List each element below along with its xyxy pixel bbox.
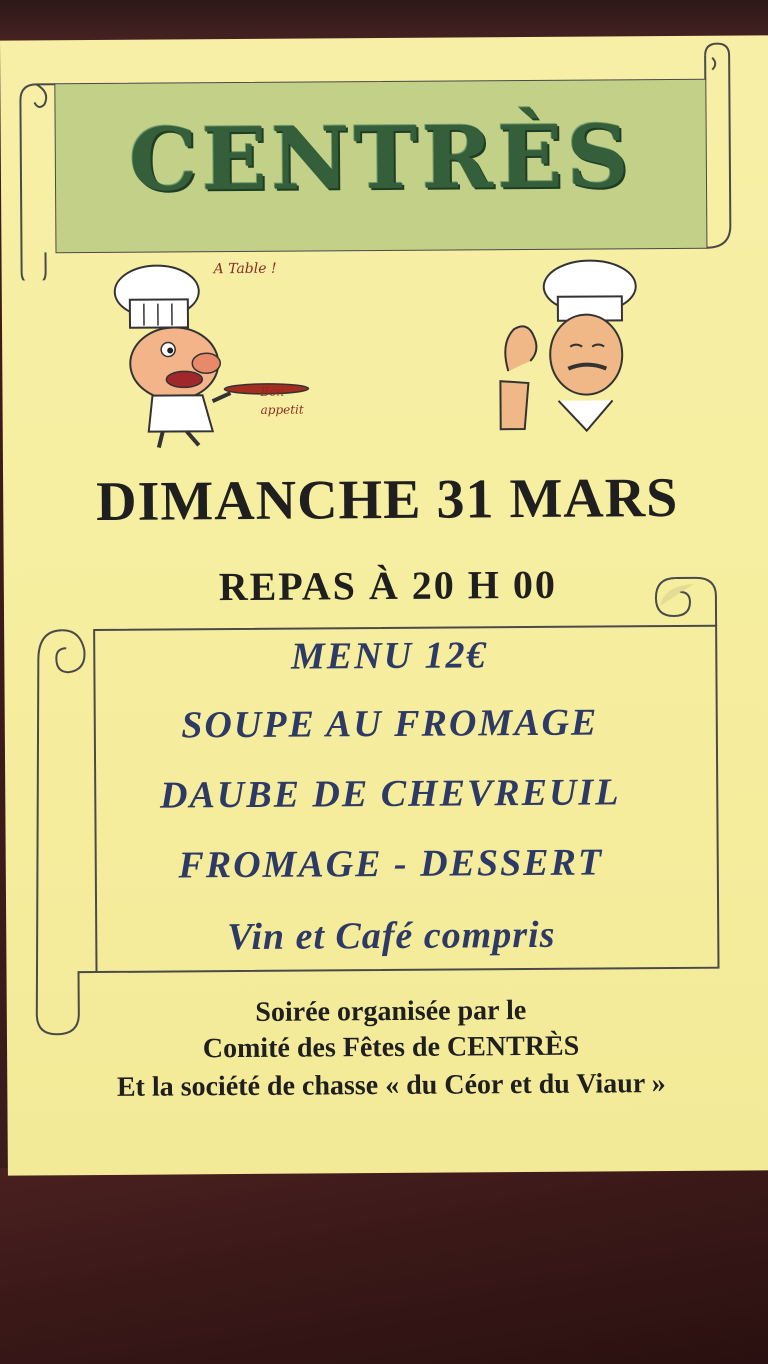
chef-ok-gesture-icon [487, 250, 668, 451]
meal-time: REPAS À 20 H 00 [218, 561, 558, 610]
organizer-line-3: Et la société de chasse « du Céor et du Viaur » [116, 1068, 666, 1103]
organizer-line-2: Comité des Fêtes de CENTRÈS [202, 1030, 580, 1065]
menu-price: MENU 12€ [290, 634, 488, 678]
poster-title: CENTRÈS [128, 106, 634, 211]
menu-item: FROMAGE - DESSERT [178, 841, 604, 887]
menu-item: DAUBE DE CHEVREUIL [159, 771, 621, 817]
table-surface-bottom [0, 1168, 768, 1364]
event-date: DIMANCHE 31 MARS [95, 466, 679, 534]
chef-with-pizza-icon [101, 250, 322, 452]
menu-item-drinks: Vin et Café compris [226, 913, 556, 959]
menu-item: SOUPE AU FROMAGE [181, 701, 599, 747]
organizer-line-1: Soirée organisée par le [255, 995, 527, 1028]
chef-caption-top: A Table ! [213, 260, 277, 278]
poster-sheet [0, 35, 768, 1175]
chef-caption-bottom: Bon appetit [260, 384, 304, 417]
